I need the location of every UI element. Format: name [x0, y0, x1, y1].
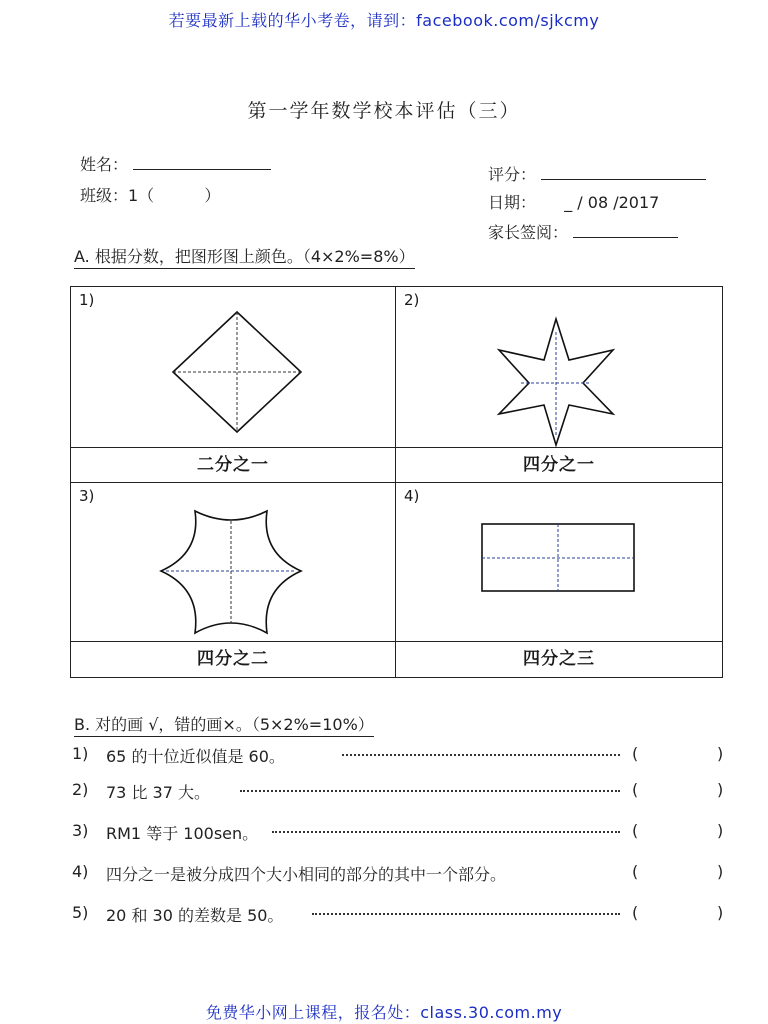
class-field [80, 183, 220, 206]
answer-close-paren: ) [717, 821, 724, 840]
top-banner: 若要最新上载的华小考卷，请到：facebook.com/sjkcmy [168, 11, 600, 30]
question-row [72, 821, 732, 843]
score-label: 评分： [488, 165, 537, 184]
answer-close-paren: ) [717, 862, 724, 881]
cell-4 [396, 483, 723, 642]
answer-open-paren: ( [632, 821, 639, 840]
score-field [488, 162, 706, 185]
question-text: 20 和 30 的差数是 50。 [106, 906, 284, 925]
question-number: 2) [72, 780, 89, 799]
bottom-banner: 免费华小网上课程，报名处：class.30.com.my [205, 1003, 563, 1022]
question-number: 3) [72, 821, 89, 840]
caption-3: 四分之二 [71, 642, 396, 678]
cell-1 [71, 287, 396, 448]
answer-open-paren: ( [632, 744, 639, 763]
parent-line [573, 237, 678, 238]
question-number: 4) [72, 862, 89, 881]
question-row [72, 780, 732, 802]
section-b-title: B. 对的画 √，错的画×。（5×2%=10%） [74, 712, 374, 737]
date-label: 日期： [488, 193, 537, 212]
cell-number: 2) [404, 291, 420, 309]
dotted-leader [272, 831, 620, 833]
star-shape [396, 287, 722, 447]
curved-hexagon-shape [71, 483, 395, 641]
answer-open-paren: ( [632, 780, 639, 799]
shapes-table [70, 286, 723, 678]
answer-open-paren: ( [632, 903, 639, 922]
name-label: 姓名： [80, 155, 129, 174]
question-number: 5) [72, 903, 89, 922]
class-close: ） [204, 186, 221, 205]
dotted-leader [240, 790, 620, 792]
dotted-leader [312, 913, 620, 915]
cell-number: 1) [79, 291, 95, 309]
question-text: 65 的十位近似值是 60。 [106, 747, 285, 766]
question-row [72, 862, 732, 884]
parent-field [488, 220, 678, 243]
dotted-leader [342, 754, 620, 756]
diamond-shape [71, 287, 395, 447]
class-label: 班级：1（ [80, 186, 155, 205]
date-value: _ / 08 /2017 [564, 193, 660, 212]
cell-2 [396, 287, 723, 448]
question-text: 73 比 37 大。 [106, 783, 210, 802]
score-line [541, 179, 706, 180]
cell-number: 3) [79, 487, 95, 505]
answer-close-paren: ) [717, 903, 724, 922]
answer-close-paren: ) [717, 744, 724, 763]
parent-label: 家长签阅： [488, 223, 569, 242]
caption-4: 四分之三 [396, 642, 723, 678]
section-a-title: A. 根据分数，把图形图上颜色。（4×2%=8%） [74, 244, 415, 269]
caption-2: 四分之一 [396, 448, 723, 483]
page-title: 第一学年数学校本评估（三） [247, 100, 521, 122]
question-number: 1) [72, 744, 89, 763]
question-row [72, 903, 732, 925]
question-row [72, 744, 732, 766]
date-field [488, 190, 659, 213]
answer-close-paren: ) [717, 780, 724, 799]
cell-number: 4) [404, 487, 420, 505]
name-field [80, 152, 271, 175]
rectangle-shape [396, 483, 722, 641]
question-text: RM1 等于 100sen。 [106, 824, 259, 843]
answer-open-paren: ( [632, 862, 639, 881]
cell-3 [71, 483, 396, 642]
caption-1: 二分之一 [71, 448, 396, 483]
name-line [133, 169, 271, 170]
question-text: 四分之一是被分成四个大小相同的部分的其中一个部分。 [106, 865, 507, 884]
